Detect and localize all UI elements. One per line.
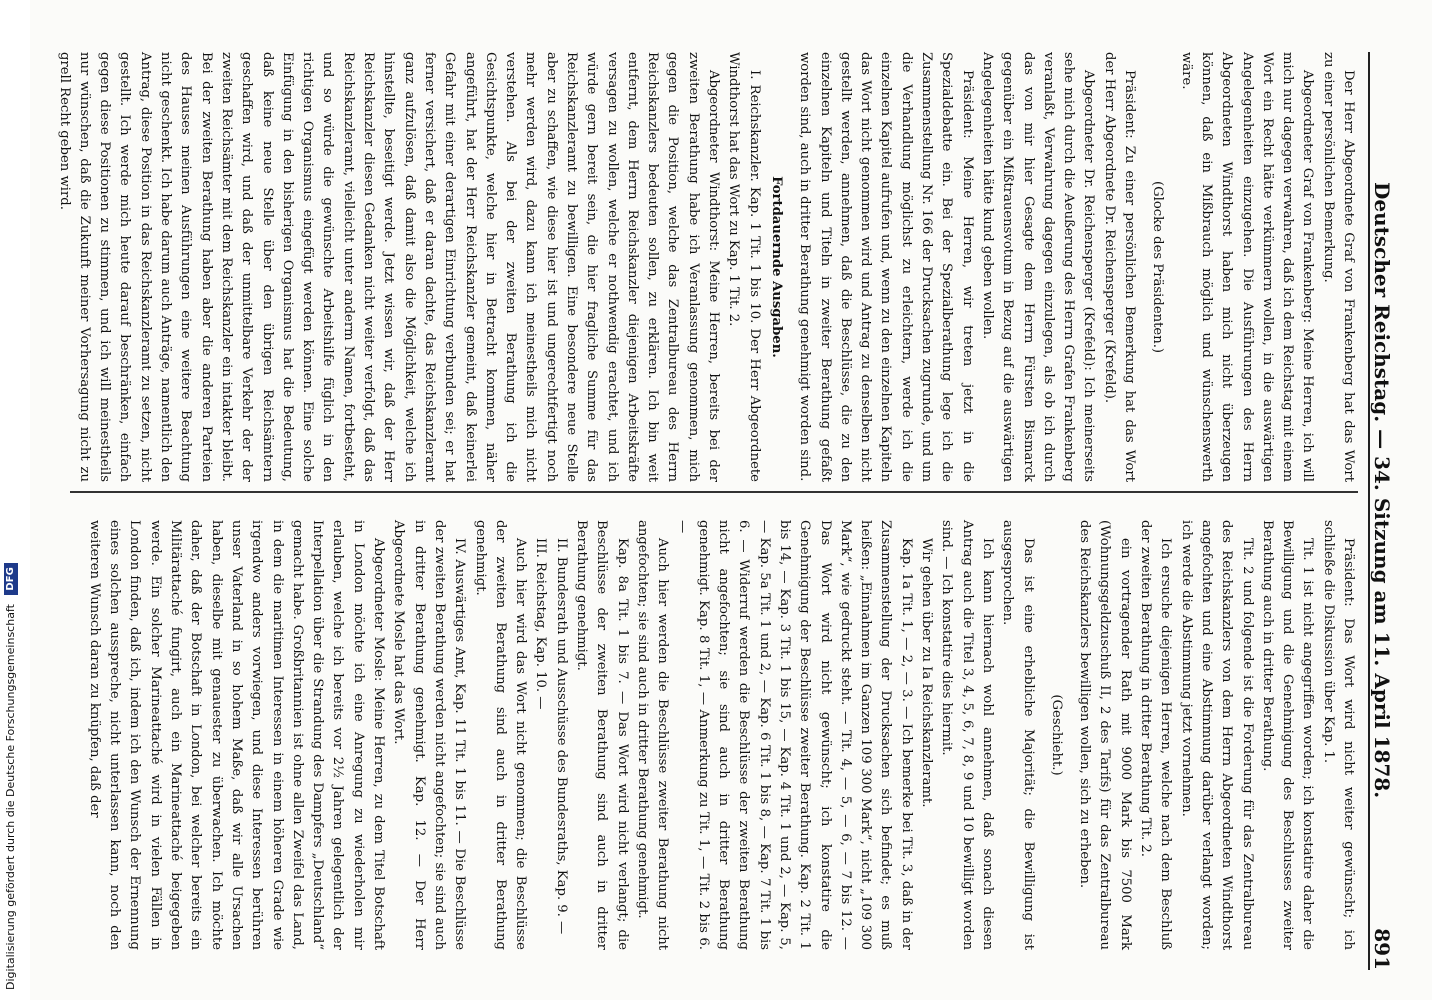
running-head: Deutscher Reichstag. — 34. Sitzung am 11. April 1878. [1370,182,1394,799]
paragraph: Der Herr Abgeordnete Graf von Frankenberg hat das Wort zu einer persönlichen Bemerkung. [1320,52,1356,482]
paragraph: (Glocke des Präsidenten.) [1150,180,1166,354]
column-divider [70,491,1358,493]
paragraph: Auch hier werden die Beschlüsse zweiter Berathung nicht angefochten; sie sind auch in dritter Berathung genehmigt. [634,520,671,950]
page-number: 891 [1370,928,1394,970]
credit-text: Digitalisierung gefördert durch die Deutsche Forschungsgemeinschaft [4,604,17,990]
paragraph: Ich ersuche diejenigen Herren, welche nach dem Beschluß der zweiten Berathung in dritter Berathung Tit. 2. [1138,520,1174,950]
paragraph: (Geschieht.) [1048,694,1064,776]
paragraph: Präsident: Das Wort wird nicht weiter gewünscht; ich schließe die Diskussion über Kap. 1. [1320,520,1356,950]
paragraph: Tit. 2 und folgende ist die Forderung für das Zentralbureau des Reichskanzlers von dem Herrn Abgeordneten Windthorst angefochten und eine Abstimmung darüber verlangt worden; ich werde die Abstimmung jetzt vornehmen. [1178,520,1255,950]
paragraph: ein vortragender Rath mit 9000 Mark bis 7500 Mark (Wohnungsgeldzuschuß II, 2 des Tarifs) für das Zentralbureau des Reichskanzlers bewilligen wollen, sich zu erheben. [1077,520,1133,950]
paragraph: Abgeordneter Mosle: Meine Herren, zu dem Titel Botschaft in London möchte ich eine Anregung zu wiederholen mir erlauben, welche ich bereits vor 2½ Jahren gelegentlich der Interpellation über die Strandung des Dampfers „Deutschland“ gemacht habe. Großbritannien ist ohne allen Zweifel das Land, in dem die maritimen Interessen in einem höheren Grade wie irgendwo anders vorwiegen, und diese Interessen berühren unser Vaterland in so hohem Maße, daß wir alle Ursachen haben, dieselbe mit genauester zu überwachen. Ich möchte daher, daß der Botschaft in London, bei welcher bereits ein Militärattaché fungirt, auch ein Marineattaché beigegeben werde. Ein solcher Marineattaché wird in vielen Fällen in London finden, daß ich, indem ich den Wunsch der Ernennung eines solchen ausspreche, nicht unterlassen kann, noch den weiteren Wunsch daran zu knüpfen, daß der [86,520,387,950]
paragraph: I. Reichskanzler. Kap. 1 Tit. 1 bis 10. Der Herr Abgeordnete Windthorst hat das Wort zu Kap. 1 Tit. 2. [726,52,762,482]
paragraph: II. Bundesrath und Ausschüsse des Bundesraths, Kap. 9. — [553,538,569,935]
rotated-document-page [30,0,1432,1000]
paragraph: Abgeordneter Windthorst: Meine Herren, bereits bei der zweiten Berathung habe ich Veranlassung genommen, mich gegen die Position, welche das Zentralbureau des Herrn Reichskanzlers bedeuten sollen, zu erklären. Ich bin weit entfernt, dem Herrn Reichskanzler diejenigen Arbeitskräfte versagen zu wollen, welche er nothwendig erachtet, und ich würde gern bereit sein, die hier fragliche Summe für das Reichskanzleramt zu bewilligen. Eine besondere neue Stelle aber zu schaffen, wie diese hier ist und ungerechtfertigt noch mehr werden wird, dazu kann ich meinestheils mich nicht verstehen. Als bei der zweiten Berathung ich die Gesichtspunkte, welche hier in Betracht kommen, näher angeführt, hat der Herr Reichskanzler gemeint, daß keinerlei Gefahr mit einer derartigen Einrichtung verbunden sei; er hat ferner versichert, daß er daran dachte, das Reichskanzleramt ganz aufzulösen, daß damit also die Möglichkeit, welche ich hinstellte, beseitigt werde. Jetzt wissen wir, daß der Herr Reichskanzler diesen Gedanken nicht weiter verfolgt, daß das Reichskanzleramt, vielleicht unter anderm Namen, fortbesteht, und so würde die gewünschte Arbeitshilfe füglich in den richtigen Organismus eingefügt werden können. Eine solche Einfügung in den bisherigen Organismus hat die Bedeutung, daß keine neue Stelle über den übrigen Reichsämtern geschaffen wird, und daß der unmittelbare Verkehr der der zweiten Reichsämter mit dem Reichskanzler ein intakter bleibt. Bei der zweiten Berathung haben aber die anderen Parteien des Hauses meinen Ausführungen eine weitere Beachtung nicht geschenkt. Ich habe darum auch Anträge, namentlich den Antrag, diese Position in das Reichskanzleramt zu setzen, nicht gestellt. Ich werde mich heute darauf beschränken, einfach gegen diese Positionen zu stimmen, und ich will meinestheils nur wünschen, daß die Zukunft meiner Vorhersagung nicht zu grell Recht geben wird. [56,52,722,482]
paragraph: Abgeordneter Dr. Reichensperger (Krefeld): Ich meinerseits sehe mich durch die Aeußerung des Herrn Grafen Frankenberg veranlaßt, Verwahrung dagegen einzulegen, als ob ich durch das von mir hier Gesagte dem Herrn Fürsten Bismarck gegenüber ein Mißtrauensvotum in Bezug auf die auswärtigen Angelegenheiten hätte kund geben wollen. [979,52,1097,482]
paragraph: Tit. 1 ist nicht angegriffen worden; ich konstatire daher die Bewilligung und die Genehmigung des Beschlusses zweiter Berathung auch in dritter Berathung. [1259,520,1316,950]
paragraph: III. Reichstag, Kap. 10. — [533,538,549,710]
paragraph: Ich kann hiernach wohl annehmen, daß sonach diesen Antrag auch die Titel 3, 4, 5, 6, 7, 8, 9 und 10 bewilligt worden sind. — Ich konstatire dies hiermit. [939,520,995,950]
digitization-credit [0,0,22,1000]
paragraph: IV. Auswärtiges Amt, Kap. 11 Tit. 1 bis 11. — Die Beschlüsse der zweiten Berathung werden nicht angefochten; sie sind auch in dritter Berathung genehmigt. Kap. 12. — Der Herr Abgeordnete Mosle hat das Wort. [391,520,468,950]
paragraph: Kap. 8a Tit. 1 bis 7. — Das Wort wird nicht verlangt; die Beschlüsse der zweiten Berathung sind auch in dritter Berathung genehmigt. [574,520,630,950]
paragraph: Präsident: Meine Herren, wir treten jetzt in die Spezialdebatte ein. Bei der Spezialberathung lege ich die Zusammenstellung Nr. 166 der Drucksachen zugrunde, und um die Verhandlung möglichst zu erleichtern, werde ich die einzelnen Kapitel aufrufen und, wenn zu den einzelnen Kapiteln das Wort nicht genommen wird und Antrag zu denselben nicht gestellt werden, annehmen, daß die Beschlüsse, die zu den einzelnen Kapiteln und Titeln in zweiter Berathung gefaßt worden sind, auch in dritter Berathung genehmigt worden sind. [797,52,975,482]
digitization-credit-strip [0,0,30,1000]
paragraph: Fortdauernde Ausgaben. [768,176,784,358]
text-column-left [56,52,1358,482]
paragraph: Präsident: Zu einer persönlichen Bemerkung hat das Wort der Herr Abgeordnete Dr. Reichensperger (Krefeld). [1101,52,1138,482]
paragraph: Das ist eine erhebliche Majorität; die Bewilligung ist ausgesprochen. [1000,520,1036,950]
paragraph: Auch hier wird das Wort nicht genommen; die Beschlüsse der zweiten Berathung sind auch in dritter Berathung genehmigt. [472,520,529,950]
page-header [1368,52,1410,970]
paragraph: Abgeordneter Graf von Frankenberg: Meine Herren, ich will mich nur dagegen verwahren, daß ich dem Reichstag mit einem Wort ein Recht hätte verkümmern wollen, in die auswärtigen Angelegenheiten einzugehen. Die Ausführungen des Herrn Abgeordneten Windthorst haben mich nicht überzeugen können, daß ein Mißbrauch möglich und wünschenswerth wäre. [1178,52,1316,482]
paragraph: Wir gehen über zu Ia Reichskanzleramt. [919,538,935,808]
text-column-right [70,520,1358,950]
paragraph: Kap. 1a Tit. 1, — 2, — 3. — Ich bemerke bei Tit. 3, daß in der Zusammenstellung der Drucksachen sich befindet; es muß heißen: „Einnahmen im Ganzen 109 300 Mark“, nicht „109 300 Mark“, wie gedruckt steht. — Tit. 4, — 5, — 6, — 7 bis 12. — Das Wort wird nicht gewünscht; ich konstatire die Genehmigung der Beschlüsse zweiter Berathung. Kap. 2 Tit. 1 bis 14, — Kap. 3 Tit. 1 bis 15, — Kap. 4 Tit. 1 und 2, — Kap. 5, — Kap. 5a Tit. 1 und 2, — Kap. 6 Tit. 1 bis 8, — Kap. 7 Tit. 1 bis 6. — Widerruf werden die Beschlüsse der zweiten Berathung nicht angefochten; sie sind auch in dritter Berathung genehmigt. Kap. 8 Tit. 1, — Anmerkung zu Tit. 1, — Tit. 2 bis 6. — [675,520,914,950]
dfg-logo-icon: DFG [4,563,18,594]
